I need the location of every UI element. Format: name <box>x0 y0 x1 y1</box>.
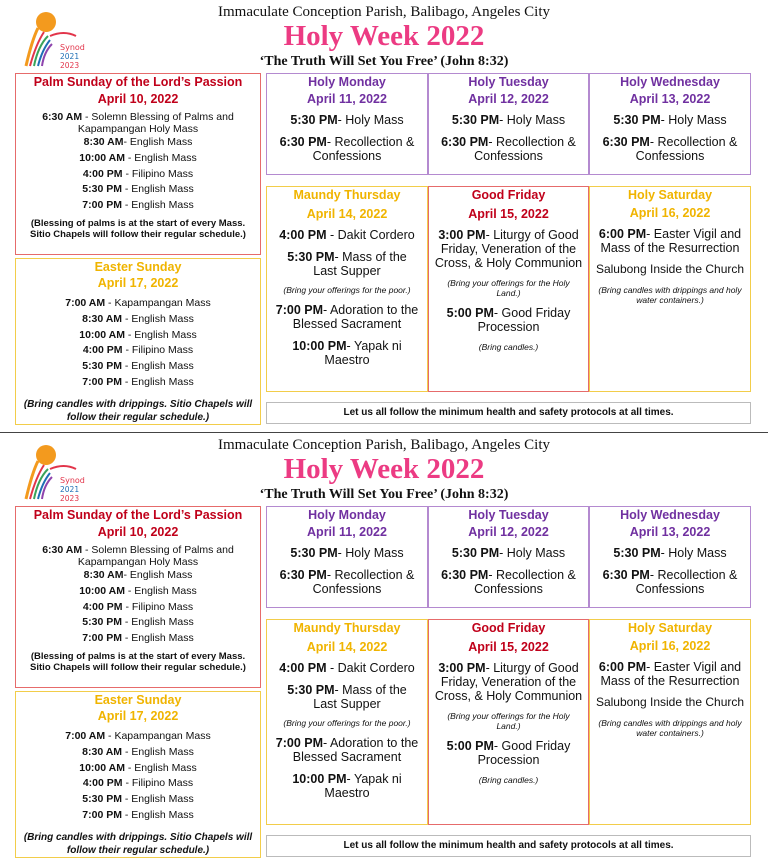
day-date: April 13, 2022 <box>629 92 711 106</box>
event-item: 5:30 PM- Mass of the Last Supper <box>287 250 407 278</box>
event-item: 3:00 PM- Liturgy of Good Friday, Veneration of the Cross, & Holy Communion <box>434 228 583 270</box>
event-item: 5:00 PM- Good Friday Procession <box>446 306 571 334</box>
holy-wednesday-card <box>589 506 751 608</box>
flyer-bottom <box>0 433 768 866</box>
logo-text-year-start: 2021 <box>60 52 80 61</box>
day-date: April 11, 2022 <box>307 92 387 106</box>
day-date: April 10, 2022 <box>97 525 179 539</box>
palm-note: (Blessing of palms is at the start of every Mass. Sitio Chapels will follow their regular schedule.) <box>30 217 246 240</box>
offering-note: (Bring your offerings for the Holy Land.) <box>447 711 570 731</box>
logo-text-year-end: 2023 <box>60 494 80 503</box>
mass-item: 5:30 PM - English Mass <box>82 360 194 373</box>
easter-note: (Bring candles with drippings. Sitio Chapels will follow their regular schedule.) <box>23 398 253 423</box>
day-date: April 14, 2022 <box>306 640 388 654</box>
event-item: 5:30 PM- Holy Mass <box>451 546 566 560</box>
event-item: 6:30 PM- Recollection & Confessions <box>441 568 576 596</box>
easter-note: (Bring candles with drippings. Sitio Chapels will follow their regular schedule.) <box>23 831 253 856</box>
holy-tuesday-card <box>428 506 589 608</box>
day-name: Holy Saturday <box>627 621 713 635</box>
mass-item: 7:00 AM - Kapampangan Mass <box>65 730 211 742</box>
event-item: 5:30 PM- Mass of the Last Supper <box>287 683 407 711</box>
event-item: 6:30 PM- Recollection & Confessions <box>279 135 415 163</box>
palm-sunday-card <box>15 73 261 255</box>
logo-text-year-start: 2021 <box>60 485 80 494</box>
holy-wednesday-card <box>589 73 751 175</box>
day-name: Maundy Thursday <box>293 621 401 635</box>
parish-name: Immaculate Conception Parish, Balibago, Angeles City <box>217 4 551 20</box>
event-item: 6:30 PM- Recollection & Confessions <box>602 135 738 163</box>
mass-item: 7:00 PM - English Mass <box>82 375 194 388</box>
mass-item: 7:00 PM - English Mass <box>82 632 194 645</box>
day-name: Holy Monday <box>308 75 386 89</box>
day-name: Maundy Thursday <box>293 188 401 202</box>
logo-text-synod: Synod <box>60 43 85 52</box>
mass-item: 4:00 PM - Filipino Mass <box>82 600 194 613</box>
day-name: Holy Wednesday <box>620 75 720 89</box>
footer-notice: Let us all follow the minimum health and safety protocols at all times. <box>266 402 751 424</box>
good-friday-card <box>428 186 589 392</box>
holy-saturday-card <box>589 186 751 392</box>
mass-item: 7:00 PM - English Mass <box>82 199 194 212</box>
candles-note: (Bring candles.) <box>478 775 539 785</box>
parish-name: Immaculate Conception Parish, Balibago, Angeles City <box>217 437 551 453</box>
offering-note: (Bring your offerings for the Holy Land.) <box>447 278 570 298</box>
event-item: Salubong Inside the Church <box>595 262 745 276</box>
mass-item: 5:30 PM - English Mass <box>82 793 194 806</box>
event-item: 5:30 PM- Holy Mass <box>613 113 727 127</box>
mass-item: 6:30 AM - Solemn Blessing of Palms and Kapampangan Holy Mass <box>42 111 234 135</box>
day-date: April 10, 2022 <box>97 92 179 106</box>
day-date: April 17, 2022 <box>97 709 179 723</box>
mass-item: 5:30 PM - English Mass <box>82 183 194 196</box>
day-name: Holy Saturday <box>627 188 713 202</box>
day-date: April 11, 2022 <box>307 525 387 539</box>
mass-item: 7:00 AM - Kapampangan Mass <box>65 297 211 309</box>
day-date: April 17, 2022 <box>97 276 179 290</box>
day-name: Palm Sunday of the Lord’s Passion <box>33 508 243 522</box>
good-friday-card <box>428 619 589 825</box>
maundy-thursday-card <box>266 619 428 825</box>
day-name: Good Friday <box>471 621 546 635</box>
mass-item: 6:30 AM - Solemn Blessing of Palms and Kapampangan Holy Mass <box>42 544 234 568</box>
day-date: April 13, 2022 <box>629 525 711 539</box>
theme-line: ‘The Truth Will Set You Free’ (John 8:32) <box>259 487 509 502</box>
offering-note: (Bring your offerings for the poor.) <box>283 285 411 295</box>
footer-notice: Let us all follow the minimum health and safety protocols at all times. <box>266 835 751 857</box>
mass-item: 10:00 AM - English Mass <box>79 761 197 774</box>
palm-note: (Blessing of palms is at the start of every Mass. Sitio Chapels will follow their regular schedule.) <box>30 650 246 673</box>
event-item: 6:00 PM- Easter Vigil and Mass of the Resurrection <box>598 227 742 255</box>
palm-sunday-card <box>15 506 261 688</box>
event-item: 6:30 PM- Recollection & Confessions <box>279 568 415 596</box>
mass-item: 8:30 AM- English Mass <box>83 136 193 148</box>
day-date: April 12, 2022 <box>468 92 549 106</box>
day-date: April 15, 2022 <box>468 207 549 221</box>
mass-item: 4:00 PM - Filipino Mass <box>82 777 194 790</box>
easter-sunday-card <box>15 258 261 425</box>
event-item: 4:00 PM - Dakit Cordero <box>279 661 415 675</box>
event-item: 7:00 PM- Adoration to the Blessed Sacrament <box>275 736 419 764</box>
event-item: 10:00 PM- Yapak ni Maestro <box>292 772 402 800</box>
day-date: April 14, 2022 <box>306 207 388 221</box>
event-item: 6:30 PM- Recollection & Confessions <box>602 568 738 596</box>
easter-sunday-card <box>15 691 261 858</box>
candles-note: (Bring candles with drippings and holy water containers.) <box>598 718 742 738</box>
day-name: Holy Wednesday <box>620 508 720 522</box>
event-item: 5:30 PM- Holy Mass <box>290 546 404 560</box>
day-name: Good Friday <box>471 188 546 202</box>
mass-item: 4:00 PM - Filipino Mass <box>82 167 194 180</box>
event-item: 5:30 PM- Holy Mass <box>290 113 404 127</box>
day-date: April 16, 2022 <box>629 639 711 653</box>
event-item: 6:30 PM- Recollection & Confessions <box>441 135 576 163</box>
event-item: Salubong Inside the Church <box>595 695 745 709</box>
day-name: Holy Tuesday <box>468 508 549 522</box>
mass-item: 7:00 PM - English Mass <box>82 808 194 821</box>
event-item: 3:00 PM- Liturgy of Good Friday, Veneration of the Cross, & Holy Communion <box>434 661 583 703</box>
theme-line: ‘The Truth Will Set You Free’ (John 8:32) <box>259 54 509 69</box>
mass-item: 4:00 PM - Filipino Mass <box>82 344 194 357</box>
mass-item: 10:00 AM - English Mass <box>79 151 197 164</box>
mass-item: 8:30 AM- English Mass <box>83 569 193 581</box>
holy-monday-card <box>266 73 428 175</box>
maundy-thursday-card <box>266 186 428 392</box>
logo-text-synod: Synod <box>60 476 85 485</box>
mass-item: 10:00 AM - English Mass <box>79 328 197 341</box>
day-name: Holy Tuesday <box>468 75 549 89</box>
holy-saturday-card <box>589 619 751 825</box>
day-name: Holy Monday <box>308 508 386 522</box>
event-item: 5:30 PM- Holy Mass <box>451 113 566 127</box>
holy-tuesday-card <box>428 73 589 175</box>
offering-note: (Bring your offerings for the poor.) <box>283 718 411 728</box>
page-title: Holy Week 2022 <box>283 453 485 485</box>
day-date: April 12, 2022 <box>468 525 549 539</box>
day-name: Easter Sunday <box>94 260 182 274</box>
event-item: 5:30 PM- Holy Mass <box>613 546 727 560</box>
event-item: 7:00 PM- Adoration to the Blessed Sacrament <box>275 303 419 331</box>
candles-note: (Bring candles with drippings and holy water containers.) <box>598 285 742 305</box>
candles-note: (Bring candles.) <box>478 342 539 352</box>
event-item: 6:00 PM- Easter Vigil and Mass of the Resurrection <box>598 660 742 688</box>
event-item: 10:00 PM- Yapak ni Maestro <box>292 339 402 367</box>
holy-monday-card <box>266 506 428 608</box>
page-title: Holy Week 2022 <box>283 20 485 52</box>
event-item: 4:00 PM - Dakit Cordero <box>279 228 415 242</box>
day-name: Palm Sunday of the Lord’s Passion <box>33 75 243 89</box>
day-date: April 15, 2022 <box>468 640 549 654</box>
logo-text-year-end: 2023 <box>60 61 80 70</box>
mass-item: 10:00 AM - English Mass <box>79 584 197 597</box>
day-name: Easter Sunday <box>94 693 182 707</box>
mass-item: 5:30 PM - English Mass <box>82 616 194 629</box>
mass-item: 8:30 AM - English Mass <box>82 745 194 758</box>
day-date: April 16, 2022 <box>629 206 711 220</box>
mass-item: 8:30 AM - English Mass <box>82 312 194 325</box>
event-item: 5:00 PM- Good Friday Procession <box>446 739 571 767</box>
